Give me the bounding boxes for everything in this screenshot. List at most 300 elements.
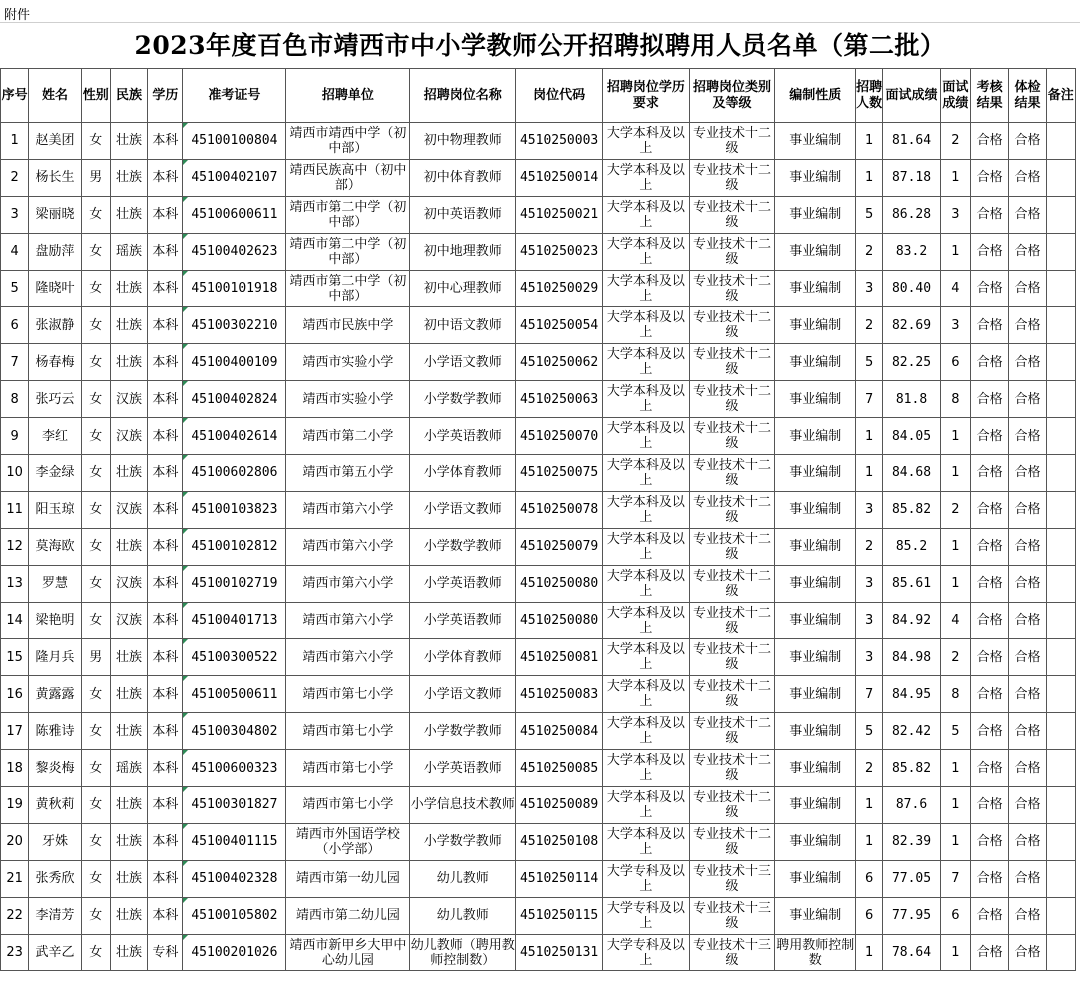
name-cell: 张淑静 bbox=[29, 307, 81, 344]
edu-requirement-cell: 大学本科及以上 bbox=[602, 123, 689, 160]
medical-cell: 合格 bbox=[1009, 344, 1046, 381]
quota-cell: 6 bbox=[856, 860, 883, 897]
header-cell: 考核结果 bbox=[971, 69, 1009, 123]
score-cell: 84.98 bbox=[883, 639, 940, 676]
position-code-cell: 4510250083 bbox=[516, 676, 603, 713]
grade-cell: 专业技术十二级 bbox=[689, 418, 775, 455]
table-row bbox=[1, 713, 1076, 750]
gender-cell: 女 bbox=[81, 196, 110, 233]
seq-cell: 14 bbox=[1, 602, 29, 639]
exam-id-cell: 45100201026 bbox=[183, 934, 286, 971]
medical-cell: 合格 bbox=[1009, 381, 1046, 418]
table-row bbox=[1, 455, 1076, 492]
employer-cell: 靖西市第一幼儿园 bbox=[286, 860, 410, 897]
grade-cell: 专业技术十二级 bbox=[689, 123, 775, 160]
assessment-cell: 合格 bbox=[971, 897, 1009, 934]
header-cell: 民族 bbox=[110, 69, 147, 123]
education-cell: 本科 bbox=[148, 823, 183, 860]
exam-id-cell: 45100300522 bbox=[183, 639, 286, 676]
name-cell: 隆月兵 bbox=[29, 639, 81, 676]
position-code-cell: 4510250003 bbox=[516, 123, 603, 160]
staffing-cell: 事业编制 bbox=[775, 344, 856, 381]
score-cell: 77.95 bbox=[883, 897, 940, 934]
position-cell: 小学英语教师 bbox=[410, 750, 516, 787]
header-cell: 招聘岗位名称 bbox=[410, 69, 516, 123]
name-cell: 张巧云 bbox=[29, 381, 81, 418]
header-cell: 准考证号 bbox=[183, 69, 286, 123]
ethnicity-cell: 瑶族 bbox=[110, 233, 147, 270]
table-row bbox=[1, 528, 1076, 565]
staffing-cell: 事业编制 bbox=[775, 491, 856, 528]
score-cell: 85.61 bbox=[883, 565, 940, 602]
remark-cell bbox=[1046, 491, 1075, 528]
header-row bbox=[1, 69, 1076, 123]
employer-cell: 靖西市第七小学 bbox=[286, 676, 410, 713]
education-cell: 本科 bbox=[148, 565, 183, 602]
staffing-cell: 聘用教师控制数 bbox=[775, 934, 856, 971]
exam-id-cell: 45100402824 bbox=[183, 381, 286, 418]
score-cell: 82.25 bbox=[883, 344, 940, 381]
position-cell: 幼儿教师 bbox=[410, 897, 516, 934]
seq-cell: 4 bbox=[1, 233, 29, 270]
education-cell: 本科 bbox=[148, 270, 183, 307]
position-cell: 小学体育教师 bbox=[410, 639, 516, 676]
position-cell: 小学英语教师 bbox=[410, 418, 516, 455]
assessment-cell: 合格 bbox=[971, 565, 1009, 602]
education-cell: 本科 bbox=[148, 491, 183, 528]
exam-id-cell: 45100600611 bbox=[183, 196, 286, 233]
remark-cell bbox=[1046, 602, 1075, 639]
ethnicity-cell: 壮族 bbox=[110, 159, 147, 196]
edu-requirement-cell: 大学本科及以上 bbox=[602, 491, 689, 528]
employer-cell: 靖西市第二小学 bbox=[286, 418, 410, 455]
table-row bbox=[1, 418, 1076, 455]
seq-cell: 23 bbox=[1, 934, 29, 971]
assessment-cell: 合格 bbox=[971, 344, 1009, 381]
header-cell: 招聘岗位学历要求 bbox=[602, 69, 689, 123]
education-cell: 本科 bbox=[148, 344, 183, 381]
staffing-cell: 事业编制 bbox=[775, 307, 856, 344]
page-title: 2023年度百色市靖西市中小学教师公开招聘拟聘用人员名单（第二批） bbox=[134, 31, 946, 60]
remark-cell bbox=[1046, 934, 1075, 971]
exam-id-cell: 45100400109 bbox=[183, 344, 286, 381]
employer-cell: 靖西市民族中学 bbox=[286, 307, 410, 344]
position-code-cell: 4510250078 bbox=[516, 491, 603, 528]
position-cell: 小学体育教师 bbox=[410, 455, 516, 492]
edu-requirement-cell: 大学本科及以上 bbox=[602, 750, 689, 787]
assessment-cell: 合格 bbox=[971, 713, 1009, 750]
remark-cell bbox=[1046, 897, 1075, 934]
staffing-cell: 事业编制 bbox=[775, 196, 856, 233]
remark-cell bbox=[1046, 639, 1075, 676]
rank-cell: 4 bbox=[940, 270, 970, 307]
position-code-cell: 4510250029 bbox=[516, 270, 603, 307]
employer-cell: 靖西市实验小学 bbox=[286, 381, 410, 418]
score-cell: 86.28 bbox=[883, 196, 940, 233]
header-cell: 岗位代码 bbox=[516, 69, 603, 123]
edu-requirement-cell: 大学本科及以上 bbox=[602, 270, 689, 307]
exam-id-cell: 45100102812 bbox=[183, 528, 286, 565]
gender-cell: 女 bbox=[81, 602, 110, 639]
quota-cell: 2 bbox=[856, 307, 883, 344]
gender-cell: 男 bbox=[81, 159, 110, 196]
medical-cell: 合格 bbox=[1009, 787, 1046, 824]
grade-cell: 专业技术十二级 bbox=[689, 639, 775, 676]
quota-cell: 3 bbox=[856, 565, 883, 602]
seq-cell: 15 bbox=[1, 639, 29, 676]
ethnicity-cell: 壮族 bbox=[110, 528, 147, 565]
exam-id-cell: 45100302210 bbox=[183, 307, 286, 344]
table-row bbox=[1, 860, 1076, 897]
table-row bbox=[1, 344, 1076, 381]
seq-cell: 7 bbox=[1, 344, 29, 381]
table-row bbox=[1, 270, 1076, 307]
medical-cell: 合格 bbox=[1009, 897, 1046, 934]
remark-cell bbox=[1046, 787, 1075, 824]
header-cell: 性别 bbox=[81, 69, 110, 123]
position-code-cell: 4510250085 bbox=[516, 750, 603, 787]
exam-id-cell: 45100602806 bbox=[183, 455, 286, 492]
table-row bbox=[1, 381, 1076, 418]
remark-cell bbox=[1046, 233, 1075, 270]
score-cell: 83.2 bbox=[883, 233, 940, 270]
employer-cell: 靖西市第二中学（初中部） bbox=[286, 196, 410, 233]
seq-cell: 19 bbox=[1, 787, 29, 824]
assessment-cell: 合格 bbox=[971, 307, 1009, 344]
seq-cell: 10 bbox=[1, 455, 29, 492]
score-cell: 82.42 bbox=[883, 713, 940, 750]
employer-cell: 靖西市第七小学 bbox=[286, 750, 410, 787]
grade-cell: 专业技术十二级 bbox=[689, 602, 775, 639]
education-cell: 本科 bbox=[148, 750, 183, 787]
name-cell: 牙姝 bbox=[29, 823, 81, 860]
remark-cell bbox=[1046, 344, 1075, 381]
medical-cell: 合格 bbox=[1009, 602, 1046, 639]
staffing-cell: 事业编制 bbox=[775, 270, 856, 307]
education-cell: 专科 bbox=[148, 934, 183, 971]
edu-requirement-cell: 大学本科及以上 bbox=[602, 159, 689, 196]
gender-cell: 女 bbox=[81, 270, 110, 307]
ethnicity-cell: 壮族 bbox=[110, 196, 147, 233]
position-cell: 小学语文教师 bbox=[410, 491, 516, 528]
quota-cell: 1 bbox=[856, 934, 883, 971]
rank-cell: 2 bbox=[940, 491, 970, 528]
position-code-cell: 4510250021 bbox=[516, 196, 603, 233]
position-code-cell: 4510250115 bbox=[516, 897, 603, 934]
name-cell: 杨春梅 bbox=[29, 344, 81, 381]
assessment-cell: 合格 bbox=[971, 787, 1009, 824]
ethnicity-cell: 壮族 bbox=[110, 344, 147, 381]
staffing-cell: 事业编制 bbox=[775, 123, 856, 160]
position-cell: 小学信息技术教师 bbox=[410, 787, 516, 824]
seq-cell: 21 bbox=[1, 860, 29, 897]
grade-cell: 专业技术十三级 bbox=[689, 934, 775, 971]
position-cell: 幼儿教师 bbox=[410, 860, 516, 897]
top-divider bbox=[0, 22, 1080, 23]
position-code-cell: 4510250054 bbox=[516, 307, 603, 344]
assessment-cell: 合格 bbox=[971, 270, 1009, 307]
employer-cell: 靖西市第六小学 bbox=[286, 639, 410, 676]
seq-cell: 12 bbox=[1, 528, 29, 565]
edu-requirement-cell: 大学本科及以上 bbox=[602, 565, 689, 602]
employer-cell: 靖西市第二幼儿园 bbox=[286, 897, 410, 934]
exam-id-cell: 45100301827 bbox=[183, 787, 286, 824]
name-cell: 杨长生 bbox=[29, 159, 81, 196]
rank-cell: 1 bbox=[940, 233, 970, 270]
edu-requirement-cell: 大学本科及以上 bbox=[602, 676, 689, 713]
employer-cell: 靖西市第七小学 bbox=[286, 787, 410, 824]
education-cell: 本科 bbox=[148, 123, 183, 160]
grade-cell: 专业技术十二级 bbox=[689, 787, 775, 824]
gender-cell: 女 bbox=[81, 860, 110, 897]
ethnicity-cell: 壮族 bbox=[110, 123, 147, 160]
name-cell: 张秀欣 bbox=[29, 860, 81, 897]
education-cell: 本科 bbox=[148, 860, 183, 897]
seq-cell: 6 bbox=[1, 307, 29, 344]
remark-cell bbox=[1046, 455, 1075, 492]
employer-cell: 靖西市第六小学 bbox=[286, 565, 410, 602]
position-cell: 小学语文教师 bbox=[410, 344, 516, 381]
header-cell: 编制性质 bbox=[775, 69, 856, 123]
education-cell: 本科 bbox=[148, 159, 183, 196]
position-cell: 初中体育教师 bbox=[410, 159, 516, 196]
education-cell: 本科 bbox=[148, 233, 183, 270]
position-cell: 小学数学教师 bbox=[410, 528, 516, 565]
rank-cell: 8 bbox=[940, 676, 970, 713]
position-cell: 小学数学教师 bbox=[410, 823, 516, 860]
position-cell: 小学英语教师 bbox=[410, 602, 516, 639]
gender-cell: 女 bbox=[81, 528, 110, 565]
grade-cell: 专业技术十二级 bbox=[689, 823, 775, 860]
position-code-cell: 4510250014 bbox=[516, 159, 603, 196]
ethnicity-cell: 壮族 bbox=[110, 823, 147, 860]
medical-cell: 合格 bbox=[1009, 565, 1046, 602]
education-cell: 本科 bbox=[148, 639, 183, 676]
seq-cell: 3 bbox=[1, 196, 29, 233]
medical-cell: 合格 bbox=[1009, 750, 1046, 787]
grade-cell: 专业技术十二级 bbox=[689, 491, 775, 528]
ethnicity-cell: 壮族 bbox=[110, 307, 147, 344]
medical-cell: 合格 bbox=[1009, 270, 1046, 307]
score-cell: 85.82 bbox=[883, 750, 940, 787]
gender-cell: 女 bbox=[81, 455, 110, 492]
grade-cell: 专业技术十三级 bbox=[689, 860, 775, 897]
position-code-cell: 4510250023 bbox=[516, 233, 603, 270]
rank-cell: 1 bbox=[940, 934, 970, 971]
staffing-cell: 事业编制 bbox=[775, 823, 856, 860]
score-cell: 87.18 bbox=[883, 159, 940, 196]
assessment-cell: 合格 bbox=[971, 934, 1009, 971]
name-cell: 阳玉琼 bbox=[29, 491, 81, 528]
position-code-cell: 4510250081 bbox=[516, 639, 603, 676]
ethnicity-cell: 壮族 bbox=[110, 787, 147, 824]
table-row bbox=[1, 196, 1076, 233]
name-cell: 梁丽晓 bbox=[29, 196, 81, 233]
score-cell: 84.92 bbox=[883, 602, 940, 639]
assessment-cell: 合格 bbox=[971, 491, 1009, 528]
position-code-cell: 4510250079 bbox=[516, 528, 603, 565]
employer-cell: 靖西市第五小学 bbox=[286, 455, 410, 492]
quota-cell: 3 bbox=[856, 270, 883, 307]
medical-cell: 合格 bbox=[1009, 639, 1046, 676]
assessment-cell: 合格 bbox=[971, 528, 1009, 565]
staffing-cell: 事业编制 bbox=[775, 159, 856, 196]
grade-cell: 专业技术十二级 bbox=[689, 750, 775, 787]
name-cell: 盘励萍 bbox=[29, 233, 81, 270]
seq-cell: 18 bbox=[1, 750, 29, 787]
header-cell: 姓名 bbox=[29, 69, 81, 123]
position-code-cell: 4510250063 bbox=[516, 381, 603, 418]
education-cell: 本科 bbox=[148, 787, 183, 824]
edu-requirement-cell: 大学本科及以上 bbox=[602, 307, 689, 344]
gender-cell: 女 bbox=[81, 565, 110, 602]
education-cell: 本科 bbox=[148, 455, 183, 492]
rank-cell: 5 bbox=[940, 713, 970, 750]
table-row bbox=[1, 159, 1076, 196]
exam-id-cell: 45100102719 bbox=[183, 565, 286, 602]
rank-cell: 4 bbox=[940, 602, 970, 639]
education-cell: 本科 bbox=[148, 307, 183, 344]
staffing-cell: 事业编制 bbox=[775, 565, 856, 602]
exam-id-cell: 45100101918 bbox=[183, 270, 286, 307]
gender-cell: 女 bbox=[81, 381, 110, 418]
name-cell: 隆晓叶 bbox=[29, 270, 81, 307]
remark-cell bbox=[1046, 307, 1075, 344]
score-cell: 82.39 bbox=[883, 823, 940, 860]
assessment-cell: 合格 bbox=[971, 418, 1009, 455]
rank-cell: 6 bbox=[940, 344, 970, 381]
quota-cell: 1 bbox=[856, 123, 883, 160]
assessment-cell: 合格 bbox=[971, 455, 1009, 492]
remark-cell bbox=[1046, 750, 1075, 787]
rank-cell: 8 bbox=[940, 381, 970, 418]
seq-cell: 13 bbox=[1, 565, 29, 602]
remark-cell bbox=[1046, 528, 1075, 565]
assessment-cell: 合格 bbox=[971, 602, 1009, 639]
grade-cell: 专业技术十二级 bbox=[689, 270, 775, 307]
score-cell: 84.05 bbox=[883, 418, 940, 455]
edu-requirement-cell: 大学本科及以上 bbox=[602, 344, 689, 381]
position-cell: 初中英语教师 bbox=[410, 196, 516, 233]
exam-id-cell: 45100402614 bbox=[183, 418, 286, 455]
grade-cell: 专业技术十二级 bbox=[689, 344, 775, 381]
medical-cell: 合格 bbox=[1009, 934, 1046, 971]
medical-cell: 合格 bbox=[1009, 713, 1046, 750]
employer-cell: 靖西市第六小学 bbox=[286, 491, 410, 528]
gender-cell: 女 bbox=[81, 491, 110, 528]
edu-requirement-cell: 大学本科及以上 bbox=[602, 381, 689, 418]
header-cell: 面试成绩 bbox=[883, 69, 940, 123]
name-cell: 莫海欧 bbox=[29, 528, 81, 565]
employer-cell: 靖西市第七小学 bbox=[286, 713, 410, 750]
gender-cell: 女 bbox=[81, 713, 110, 750]
position-code-cell: 4510250114 bbox=[516, 860, 603, 897]
header-cell: 面试成绩 bbox=[940, 69, 970, 123]
ethnicity-cell: 汉族 bbox=[110, 381, 147, 418]
gender-cell: 女 bbox=[81, 307, 110, 344]
education-cell: 本科 bbox=[148, 528, 183, 565]
medical-cell: 合格 bbox=[1009, 860, 1046, 897]
education-cell: 本科 bbox=[148, 602, 183, 639]
name-cell: 罗慧 bbox=[29, 565, 81, 602]
staffing-cell: 事业编制 bbox=[775, 233, 856, 270]
exam-id-cell: 45100103823 bbox=[183, 491, 286, 528]
gender-cell: 女 bbox=[81, 123, 110, 160]
medical-cell: 合格 bbox=[1009, 159, 1046, 196]
table-row bbox=[1, 639, 1076, 676]
seq-cell: 5 bbox=[1, 270, 29, 307]
edu-requirement-cell: 大学本科及以上 bbox=[602, 455, 689, 492]
score-cell: 81.64 bbox=[883, 123, 940, 160]
quota-cell: 1 bbox=[856, 159, 883, 196]
score-cell: 78.64 bbox=[883, 934, 940, 971]
grade-cell: 专业技术十二级 bbox=[689, 233, 775, 270]
name-cell: 陈雅诗 bbox=[29, 713, 81, 750]
assessment-cell: 合格 bbox=[971, 676, 1009, 713]
exam-id-cell: 45100105802 bbox=[183, 897, 286, 934]
edu-requirement-cell: 大学专科及以上 bbox=[602, 934, 689, 971]
gender-cell: 女 bbox=[81, 787, 110, 824]
ethnicity-cell: 壮族 bbox=[110, 639, 147, 676]
medical-cell: 合格 bbox=[1009, 418, 1046, 455]
name-cell: 李清芳 bbox=[29, 897, 81, 934]
staffing-cell: 事业编制 bbox=[775, 528, 856, 565]
header-cell: 体检结果 bbox=[1009, 69, 1046, 123]
edu-requirement-cell: 大学本科及以上 bbox=[602, 639, 689, 676]
remark-cell bbox=[1046, 418, 1075, 455]
exam-id-cell: 45100304802 bbox=[183, 713, 286, 750]
ethnicity-cell: 汉族 bbox=[110, 491, 147, 528]
name-cell: 李红 bbox=[29, 418, 81, 455]
remark-cell bbox=[1046, 713, 1075, 750]
edu-requirement-cell: 大学本科及以上 bbox=[602, 602, 689, 639]
remark-cell bbox=[1046, 823, 1075, 860]
rank-cell: 1 bbox=[940, 528, 970, 565]
staffing-cell: 事业编制 bbox=[775, 602, 856, 639]
header-cell: 招聘单位 bbox=[286, 69, 410, 123]
quota-cell: 1 bbox=[856, 823, 883, 860]
position-cell: 小学英语教师 bbox=[410, 565, 516, 602]
table-row bbox=[1, 750, 1076, 787]
gender-cell: 女 bbox=[81, 897, 110, 934]
assessment-cell: 合格 bbox=[971, 823, 1009, 860]
assessment-cell: 合格 bbox=[971, 860, 1009, 897]
quota-cell: 3 bbox=[856, 602, 883, 639]
position-cell: 小学语文教师 bbox=[410, 676, 516, 713]
table-row bbox=[1, 307, 1076, 344]
assessment-cell: 合格 bbox=[971, 233, 1009, 270]
education-cell: 本科 bbox=[148, 676, 183, 713]
grade-cell: 专业技术十二级 bbox=[689, 159, 775, 196]
exam-id-cell: 45100402107 bbox=[183, 159, 286, 196]
seq-cell: 9 bbox=[1, 418, 29, 455]
position-cell: 初中地理教师 bbox=[410, 233, 516, 270]
medical-cell: 合格 bbox=[1009, 528, 1046, 565]
edu-requirement-cell: 大学本科及以上 bbox=[602, 196, 689, 233]
ethnicity-cell: 汉族 bbox=[110, 418, 147, 455]
staffing-cell: 事业编制 bbox=[775, 787, 856, 824]
seq-cell: 11 bbox=[1, 491, 29, 528]
position-code-cell: 4510250080 bbox=[516, 602, 603, 639]
remark-cell bbox=[1046, 565, 1075, 602]
grade-cell: 专业技术十二级 bbox=[689, 307, 775, 344]
employer-cell: 靖西市第二中学（初中部） bbox=[286, 270, 410, 307]
quota-cell: 1 bbox=[856, 787, 883, 824]
name-cell: 梁艳明 bbox=[29, 602, 81, 639]
position-cell: 小学数学教师 bbox=[410, 713, 516, 750]
quota-cell: 1 bbox=[856, 418, 883, 455]
score-cell: 82.69 bbox=[883, 307, 940, 344]
